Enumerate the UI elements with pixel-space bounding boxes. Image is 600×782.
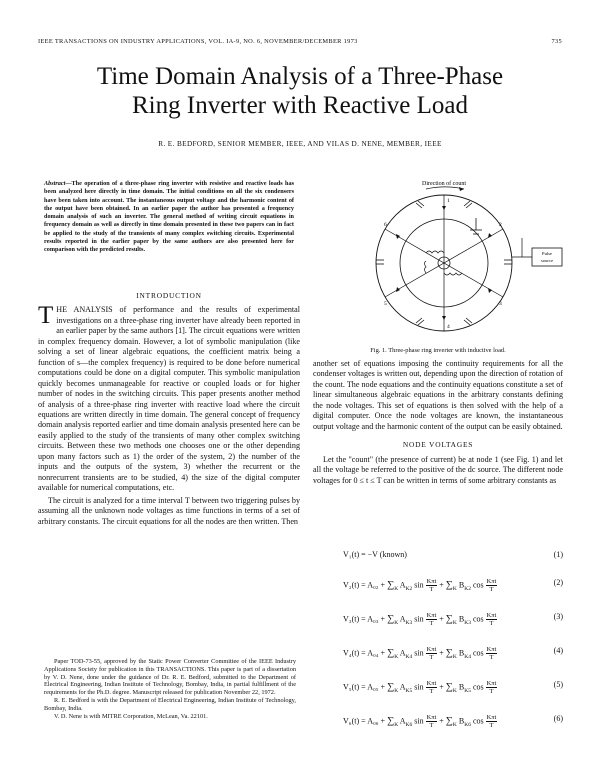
sum-symbol: ∑ xyxy=(387,715,395,727)
sum-index-2: K xyxy=(452,585,457,592)
abstract-label: Abstract xyxy=(44,180,66,187)
eq-number: (3) xyxy=(553,612,563,621)
intro-heading: INTRODUCTION xyxy=(136,291,202,300)
right-paragraph-1: another set of equations imposing the continuity requirements for all the condenser voltages is written out, depending upon the direction of rotation of the count. The node equations and the continuity equations constitute a set of linear simultaneous algebraic equations in the arbitrary constants defining the node voltages. This set of equations is then solved with the help of a digital computer. Once the node voltages are known, the instantaneous output voltage and the harmonic content of the output can be easily obtained. xyxy=(313,359,563,431)
footnote-p2: R. E. Bedford is with the Department of Electrical Engineering, Indian Institute of Technology, Bombay, India. xyxy=(44,696,296,712)
coef-b: B xyxy=(458,648,465,658)
sum-index: K xyxy=(394,585,399,592)
sum-index-2: K xyxy=(452,687,457,694)
frac-den-2: T xyxy=(489,620,494,627)
cos-arg xyxy=(486,578,498,593)
frac-den-2: T xyxy=(489,688,494,695)
footnote-p1: Paper TOD-73-55, approved by the Static Power Converter Committee of the IEEE Industry Applications Society for publication in this TRANSACTIONS. This paper is part of a dissertation by V. D. Nene, done under the guidance of Dr. R. E. Bedford, submitted to the Department of Electrical Engineering, Indian Institute of Technology, Bombay, India, in partial fulfillment of the requirements for the Ph.D. degree. Manuscript released for publication November 22, 1972. xyxy=(44,658,296,697)
sum-symbol: ∑ xyxy=(387,681,395,693)
figure-top-label: Direction of count xyxy=(422,181,466,187)
sum-symbol: ∑ xyxy=(387,647,395,659)
eq-number: (2) xyxy=(553,578,563,587)
equation-4 xyxy=(313,642,563,664)
node-3: 3 xyxy=(499,301,502,307)
eq-lhs: V₆(t) = A₀₆ + xyxy=(343,716,386,726)
cos-arg xyxy=(486,646,498,661)
sum-index-2: K xyxy=(452,721,457,728)
drop-cap: T xyxy=(38,302,54,330)
sin-fn: sin xyxy=(414,682,424,692)
cos-fn: cos xyxy=(472,614,484,624)
frac-num-2: Kπt xyxy=(486,680,497,687)
plus-sign: + xyxy=(439,614,444,624)
coef-b-sub: K3 xyxy=(464,619,471,626)
sum-index: K xyxy=(394,721,399,728)
frac-num: Kπt xyxy=(426,680,437,687)
sum-index: K xyxy=(394,653,399,660)
node-6: 6 xyxy=(384,222,387,228)
frac-num: Kπt xyxy=(426,714,437,721)
sum-index: K xyxy=(394,687,399,694)
sum-index: K xyxy=(394,619,399,626)
running-header xyxy=(38,38,562,45)
coef-b-sub: K6 xyxy=(464,721,471,728)
eq1-number: (1) xyxy=(553,550,563,559)
plus-sign: + xyxy=(439,682,444,692)
journal-line: IEEE TRANSACTIONS ON INDUSTRY APPLICATIONS, VOL. IA-9, NO. 6, NOVEMBER/DECEMBER 1973 xyxy=(38,38,358,45)
sum-index-2: K xyxy=(452,653,457,660)
pulse-source-label: Pulse xyxy=(542,251,552,256)
cos-arg xyxy=(486,714,498,729)
sum-symbol-2: ∑ xyxy=(445,681,453,693)
eq-lhs: V₂(t) = A₀₂ + xyxy=(343,580,386,590)
eq-body xyxy=(343,646,497,661)
sum-symbol-2: ∑ xyxy=(445,647,453,659)
abstract-text: —The operation of a three-phase ring inverter with resistive and reactive loads has been analyzed here directly in time domain. The initial conditions on all the six condensers have been taken into account. The instantaneous output voltage and the harmonic content of the output have been obtained. In an earlier paper the author has presented a frequency domain analysis of such an inverter. The general method of writing circuit equations in frequency domain as well as directly in time domain presented in these two papers can in fact be applied to the study of the transients of many complex switching circuits. Experimental results reported in the earlier paper by the same authors are also presented here for comparison with the predicted results. xyxy=(44,180,294,253)
equation-5 xyxy=(313,676,563,698)
intro-paragraph-1 xyxy=(38,302,300,493)
right-paragraph-2: Let the "count" (the presence of current) be at node 1 (see Fig. 1) and let all the voltage be referred to the positive of the dc source. The different node voltages for 0 ≤ t ≤ T can be written in terms of some arbitrary constants as xyxy=(313,454,563,485)
coef-a: A xyxy=(399,682,406,692)
footnote-p3: V. D. Nene is with MITRE Corporation, McLean, Va. 22101. xyxy=(54,712,208,720)
node-4: 4 xyxy=(447,324,450,330)
coef-a: A xyxy=(399,580,406,590)
sin-arg xyxy=(426,646,438,661)
frac-num-2: Kπt xyxy=(486,578,497,585)
equation-3 xyxy=(313,608,563,630)
figure-1 xyxy=(356,178,566,338)
footnote xyxy=(44,658,296,720)
frac-den-2: T xyxy=(489,722,494,729)
coef-b: B xyxy=(458,682,465,692)
node-1: 1 xyxy=(447,198,450,204)
left-column xyxy=(38,286,300,527)
direction-arrow xyxy=(426,187,464,189)
right-column xyxy=(313,359,563,486)
cos-fn: cos xyxy=(472,580,484,590)
cos-fn: cos xyxy=(472,682,484,692)
equation-1 xyxy=(313,546,563,568)
frac-num: Kπt xyxy=(426,578,437,585)
cos-arg xyxy=(486,612,498,627)
eq-number: (6) xyxy=(553,714,563,723)
coef-a-sub: K2 xyxy=(405,585,413,592)
cos-fn: cos xyxy=(472,648,484,658)
node-5: 5 xyxy=(384,301,387,307)
equation-2 xyxy=(313,574,563,596)
inductive-load xyxy=(425,251,463,275)
frac-num-2: Kπt xyxy=(486,612,497,619)
frac-den-2: T xyxy=(489,586,494,593)
eq-body xyxy=(343,578,497,593)
frac-den-2: T xyxy=(489,654,494,661)
sin-fn: sin xyxy=(414,716,424,726)
coef-b: B xyxy=(458,716,465,726)
coef-a-sub: K6 xyxy=(405,721,413,728)
frac-den: T xyxy=(429,688,434,695)
node-labels xyxy=(384,198,502,330)
paper-title xyxy=(0,62,600,120)
coef-b-sub: K5 xyxy=(464,687,471,694)
intro-p1-text: HE ANALYSIS of performance and the results of experimental investigations on a three-phase ring inverter have already been reported in an earlier paper by the same authors [1]. The circuit equations were written in complex frequency domain. However, a lot of symbolic manipulation (like solving a set of linear algebraic equations, the coefficient matrix being a function of s—the complex frequency) is required to be done before numerical computations could be done on a digital computer. This symbolic manipulation quickly becomes unmanageable for reactive or coupled loads or for higher number of nodes in the switching circuits. This paper presents another method of analysis of a three-phase ring inverter with reactive load where the circuit equations are written directly in time domain. The general concept of frequency domain analysis reported earlier and time domain analysis presented here can be easily applied to the study of the transients of many other complex switching circuits. Between these two methods one chooses one or the other depending upon many factors such as 1) the order of the system, 2) the number of the inputs and the outputs of the system, 3) whether the recurrent or the nonrecurrent transients are to be studied, 4) the size of the digital computer available for numerical computations, etc. xyxy=(38,305,300,493)
eq-body xyxy=(343,612,497,627)
ring-inverter-diagram xyxy=(356,178,566,338)
eq-lhs: V₄(t) = A₀₄ + xyxy=(343,648,386,658)
plus-sign: + xyxy=(439,580,444,590)
eq1-text: V₁(t) = −V (known) xyxy=(343,550,407,559)
sum-symbol-2: ∑ xyxy=(445,613,453,625)
sin-fn: sin xyxy=(414,614,424,624)
coef-b-sub: K2 xyxy=(464,585,471,592)
abstract xyxy=(44,180,294,254)
arrow-head xyxy=(459,187,464,191)
sin-fn: sin xyxy=(414,648,424,658)
equation-6 xyxy=(313,710,563,732)
coef-a: A xyxy=(399,716,406,726)
cos-arg xyxy=(486,680,498,695)
coef-a-sub: K3 xyxy=(405,619,413,626)
sin-arg xyxy=(426,680,438,695)
frac-den: T xyxy=(429,620,434,627)
sum-symbol: ∑ xyxy=(387,613,395,625)
eq-body xyxy=(343,680,497,695)
coef-a: A xyxy=(399,614,406,624)
eq-number: (5) xyxy=(553,680,563,689)
spokes xyxy=(385,195,503,331)
coef-a-sub: K4 xyxy=(405,653,413,660)
title-line-1: Time Domain Analysis of a Three-Phase xyxy=(96,63,504,90)
cos-fn: cos xyxy=(472,716,484,726)
coef-b: B xyxy=(458,580,465,590)
sum-symbol-2: ∑ xyxy=(445,579,453,591)
coef-a-sub: K5 xyxy=(405,687,413,694)
frac-num: Kπt xyxy=(426,612,437,619)
authors-line: R. E. BEDFORD, SENIOR MEMBER, IEEE, AND VILAS D. NENE, MEMBER, IEEE xyxy=(158,140,442,148)
node-2: 2 xyxy=(499,222,502,228)
frac-den: T xyxy=(429,654,434,661)
node-voltages-heading: NODE VOLTAGES xyxy=(402,440,474,450)
eq-number: (4) xyxy=(553,646,563,655)
frac-num-2: Kπt xyxy=(486,714,497,721)
frac-den: T xyxy=(429,722,434,729)
pulse-source-label-2: source xyxy=(541,258,553,263)
coef-b-sub: K4 xyxy=(464,653,471,660)
coef-a: A xyxy=(399,648,406,658)
eq-lhs: V₃(t) = A₀₃ + xyxy=(343,614,386,624)
eq-lhs: V₅(t) = A₀₅ + xyxy=(343,682,386,692)
frac-den: T xyxy=(429,586,434,593)
sum-symbol: ∑ xyxy=(387,579,395,591)
sin-arg xyxy=(426,714,438,729)
coef-b: B xyxy=(458,614,465,624)
figure-caption: Fig. 1. Three-phase ring inverter with inductive load. xyxy=(370,347,506,354)
eq-body xyxy=(343,714,497,729)
intro-paragraph-2: The circuit is analyzed for a time interval T between two triggering pulses by assuming all the unknown node voltages as time functions in terms of a set of arbitrary constants. The circuit equations for all the nodes are then written. Then xyxy=(38,495,300,526)
frac-num-2: Kπt xyxy=(486,646,497,653)
sum-symbol-2: ∑ xyxy=(445,715,453,727)
plus-sign: + xyxy=(439,716,444,726)
page-number: 735 xyxy=(551,38,562,45)
sum-index-2: K xyxy=(452,619,457,626)
title-line-2: Ring Inverter with Reactive Load xyxy=(132,92,468,119)
dc-source xyxy=(470,218,482,234)
sin-arg xyxy=(426,578,438,593)
sin-arg xyxy=(426,612,438,627)
plus-sign: + xyxy=(439,648,444,658)
sin-fn: sin xyxy=(414,580,424,590)
frac-num: Kπt xyxy=(426,646,437,653)
